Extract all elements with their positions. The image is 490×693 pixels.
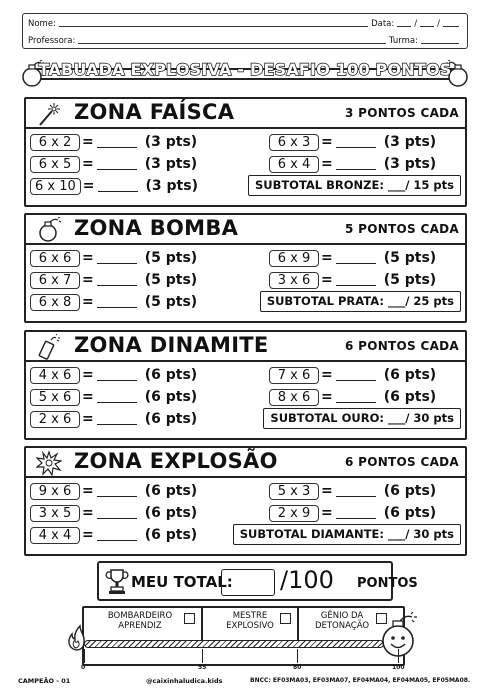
equals-sign: = [82, 483, 94, 499]
flame-icon [64, 624, 88, 652]
points-value: (6 pts) [144, 411, 198, 427]
date-month-field[interactable] [420, 26, 434, 27]
multiplication-fact: 5 x 6 [30, 389, 80, 406]
question-row [30, 271, 197, 289]
date-label: Data: [371, 19, 395, 29]
multiplication-fact: 6 x 10 [30, 178, 81, 195]
sparkler-icon [36, 101, 62, 127]
answer-blank[interactable] [97, 369, 137, 381]
question-row [30, 410, 197, 428]
equals-sign: = [321, 250, 333, 266]
teacher-field[interactable] [78, 43, 386, 44]
question-row [30, 249, 197, 267]
multiplication-fact: 4 x 6 [30, 367, 80, 384]
name-row [28, 15, 462, 29]
class-label: Turma: [389, 36, 418, 46]
date-year-field[interactable] [443, 26, 459, 27]
zone-section [24, 446, 467, 556]
equals-sign: = [82, 411, 94, 427]
date-sep-1: / [414, 19, 418, 29]
multiplication-fact: 4 x 4 [30, 527, 80, 544]
points-value: (5 pts) [144, 294, 198, 310]
multiplication-fact: 6 x 8 [30, 294, 80, 311]
multiplication-fact: 6 x 4 [269, 156, 319, 173]
progress-box [82, 606, 405, 666]
equals-sign: = [82, 527, 94, 543]
equals-sign: = [321, 483, 333, 499]
equals-sign: = [321, 156, 333, 172]
points-value: (6 pts) [144, 389, 198, 405]
multiplication-fact: 3 x 5 [30, 505, 80, 522]
answer-blank[interactable] [97, 413, 137, 425]
zone-title: ZONA EXPLOSÃO [74, 449, 278, 473]
multiplication-fact: 6 x 5 [30, 156, 80, 173]
zone-title: ZONA DINAMITE [74, 333, 269, 357]
answer-blank[interactable] [97, 158, 137, 170]
points-value: (3 pts) [383, 156, 437, 172]
answer-blank[interactable] [97, 296, 137, 308]
answer-blank[interactable] [97, 391, 137, 403]
level-label-line2: DETONAÇÃO [314, 621, 370, 631]
answer-blank[interactable] [97, 507, 137, 519]
total-box [97, 561, 418, 601]
date-day-field[interactable] [397, 26, 411, 27]
multiplication-fact: 2 x 9 [269, 505, 319, 522]
multiplication-fact: 6 x 3 [269, 134, 319, 151]
page-title: TABUADA EXPLOSIVA - DESAFIO 100 PONTOS [38, 60, 452, 79]
zone-points-label: 5 PONTOS CADA [344, 222, 459, 236]
multiplication-fact: 2 x 6 [30, 411, 80, 428]
question-row [269, 271, 436, 289]
zone-section [24, 97, 467, 207]
level-label-line1: BOMBARDEIRO [107, 611, 173, 621]
tick-mark-100 [398, 649, 399, 663]
points-value: (6 pts) [144, 505, 198, 521]
teacher-label: Professora: [28, 36, 76, 46]
footer-handle: @caixinhaludica.kids [146, 677, 223, 685]
subtotal-box: SUBTOTAL OURO: ___/ 30 pts [263, 408, 461, 429]
question-row [269, 249, 436, 267]
bomb-icon [36, 217, 62, 243]
equals-sign: = [82, 178, 95, 194]
points-value: (6 pts) [383, 367, 437, 383]
total-max: /100 [280, 566, 334, 594]
zone-header [26, 99, 465, 129]
points-value: (3 pts) [144, 134, 198, 150]
answer-blank[interactable] [336, 507, 376, 519]
tick-mark-80 [297, 649, 298, 663]
answer-blank[interactable] [336, 391, 376, 403]
zone-points-label: 6 PONTOS CADA [344, 455, 459, 469]
question-row [269, 388, 436, 406]
multiplication-fact: 9 x 6 [30, 483, 80, 500]
answer-blank[interactable] [97, 274, 137, 286]
question-row [269, 504, 436, 522]
answer-blank[interactable] [336, 158, 376, 170]
trophy-icon [105, 567, 129, 597]
multiplication-fact: 3 x 6 [269, 272, 319, 289]
equals-sign: = [82, 367, 94, 383]
question-row [269, 155, 436, 173]
answer-blank[interactable] [97, 485, 137, 497]
answer-blank[interactable] [98, 180, 138, 192]
level-checkbox-1[interactable] [184, 613, 195, 624]
points-value: (6 pts) [144, 483, 198, 499]
points-value: (6 pts) [144, 367, 198, 383]
progress-fuse [84, 640, 384, 648]
tick-label: 55 [198, 664, 207, 671]
points-value: (5 pts) [144, 272, 198, 288]
multiplication-fact: 7 x 6 [269, 367, 319, 384]
level-label-line2: APRENDIZ [118, 621, 162, 631]
title-banner [18, 60, 472, 90]
equals-sign: = [321, 505, 333, 521]
points-value: (6 pts) [383, 483, 437, 499]
question-row [30, 366, 197, 384]
tick-label: 0 [81, 664, 86, 671]
points-value: (6 pts) [144, 527, 198, 543]
points-value: (5 pts) [144, 250, 198, 266]
answer-blank[interactable] [336, 369, 376, 381]
footer-code: CAMPEÃO - 01 [18, 677, 71, 685]
points-value: (3 pts) [383, 134, 437, 150]
question-row [269, 482, 436, 500]
question-row [30, 526, 197, 544]
question-row [269, 366, 436, 384]
answer-blank[interactable] [336, 274, 376, 286]
answer-blank[interactable] [97, 252, 137, 264]
level-bombardeiro [86, 611, 194, 631]
zone-points-label: 6 PONTOS CADA [344, 339, 459, 353]
answer-blank[interactable] [336, 136, 376, 148]
question-row [30, 293, 197, 311]
student-info-box [22, 13, 468, 49]
zone-section [24, 330, 467, 440]
answer-blank[interactable] [97, 529, 137, 541]
teacher-row [28, 32, 462, 46]
equals-sign: = [82, 389, 94, 405]
equals-sign: = [82, 250, 94, 266]
equals-sign: = [82, 505, 94, 521]
points-value: (6 pts) [383, 505, 437, 521]
equals-sign: = [82, 134, 94, 150]
zone-header [26, 332, 465, 362]
multiplication-fact: 6 x 9 [269, 250, 319, 267]
dynamite-icon [36, 334, 62, 360]
total-label: MEU TOTAL: [131, 573, 233, 591]
multiplication-fact: 8 x 6 [269, 389, 319, 406]
zone-title: ZONA FAÍSCA [74, 100, 235, 124]
class-field[interactable] [421, 43, 459, 44]
total-unit: PONTOS [357, 576, 418, 591]
subtotal-box: SUBTOTAL PRATA: ___/ 25 pts [260, 291, 461, 312]
points-value: (6 pts) [383, 389, 437, 405]
question-row [30, 504, 197, 522]
zone-points-label: 3 PONTOS CADA [344, 106, 459, 120]
footer-bncc: BNCC: EF03MA03, EF03MA07, EF04MA04, EF04MA05, EF05MA08. [250, 677, 471, 684]
tick-label: 80 [293, 664, 302, 671]
tick-label: 100 [392, 664, 405, 671]
question-row [30, 388, 197, 406]
level-label-line2: EXPLOSIVO [226, 621, 274, 631]
level-label-line1: GÊNIO DA [320, 611, 364, 621]
multiplication-fact: 5 x 3 [269, 483, 319, 500]
question-row [30, 177, 198, 195]
subtotal-box: SUBTOTAL BRONZE: ___/ 15 pts [248, 175, 461, 196]
level-label-line1: MESTRE [232, 611, 268, 621]
tick-mark-0 [84, 649, 85, 663]
answer-blank[interactable] [336, 485, 376, 497]
equals-sign: = [321, 367, 333, 383]
answer-blank[interactable] [336, 252, 376, 264]
points-value: (3 pts) [145, 178, 198, 194]
explosion-icon [36, 450, 62, 476]
question-row [269, 133, 436, 151]
zone-header [26, 215, 465, 245]
total-input-field[interactable] [221, 569, 275, 596]
answer-blank[interactable] [97, 136, 137, 148]
equals-sign: = [82, 272, 94, 288]
question-row [30, 155, 197, 173]
zone-section [24, 213, 467, 323]
multiplication-fact: 6 x 6 [30, 250, 80, 267]
equals-sign: = [321, 134, 333, 150]
subtotal-box: SUBTOTAL DIAMANTE: ___/ 30 pts [233, 524, 461, 545]
equals-sign: = [82, 156, 94, 172]
multiplication-fact: 6 x 7 [30, 272, 80, 289]
equals-sign: = [82, 294, 94, 310]
question-row [30, 133, 197, 151]
zone-title: ZONA BOMBA [74, 216, 239, 240]
equals-sign: = [321, 389, 333, 405]
zone-header [26, 448, 465, 478]
multiplication-fact: 6 x 2 [30, 134, 80, 151]
equals-sign: = [321, 272, 333, 288]
points-value: (5 pts) [383, 250, 437, 266]
points-value: (3 pts) [144, 156, 198, 172]
question-row [30, 482, 197, 500]
name-label: Nome: [28, 19, 56, 29]
name-field[interactable] [59, 26, 368, 27]
tick-mark-55 [202, 649, 203, 663]
date-sep-2: / [437, 19, 440, 29]
points-value: (5 pts) [383, 272, 437, 288]
